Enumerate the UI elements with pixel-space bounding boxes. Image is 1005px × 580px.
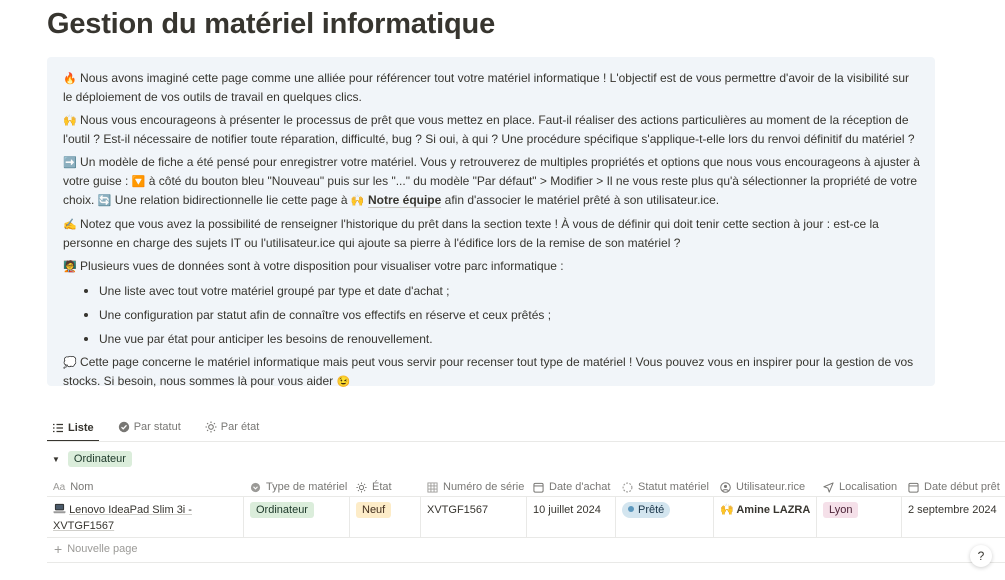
column-label: Type de matériel — [266, 481, 348, 493]
raised-hands-icon: 🙌 — [720, 504, 734, 516]
callout-text-3a: Un modèle de fiche a été pensé pour enregistrer votre matériel. Vous y retrouverez de multiples propriétés et options que nous vous encourageons à ajuster à votre guise : — [63, 155, 920, 188]
table-row-achat-cell[interactable]: 10 juillet 2024 — [533, 504, 601, 516]
page-title: Gestion du matériel informatique — [47, 8, 495, 40]
tab-label: Par état — [220, 421, 260, 433]
column-divider — [816, 497, 817, 538]
list-item: • Une vue par état pour anticiper les besoins de renouvellement. — [99, 329, 920, 348]
table-row-etat-cell[interactable] — [356, 502, 391, 518]
list-icon — [52, 422, 64, 434]
refresh-icon: 🔄 — [97, 195, 112, 207]
column-header-user[interactable] — [720, 478, 805, 496]
type-tag: Ordinateur — [250, 502, 314, 518]
thought-bubble-icon: 💭 — [63, 357, 77, 369]
callout-paragraph-5 — [63, 257, 920, 276]
column-header-debut[interactable] — [908, 478, 1000, 496]
text-type-icon: Aa — [53, 481, 66, 493]
column-header-serie[interactable] — [427, 478, 524, 496]
check-circle-icon — [118, 421, 130, 433]
callout-text-2: Nous vous encourageons à présenter le processus de prêt que vous mettez en place. Faut-il réaliser des actions particulières au moment de la réception de l'outil ? Est-il nécessaire de notifier toute réparation, difficulté, bug ? Si oui, à qui ? Une procédure spécifique s'applique-t-elle lors du renvoi définitif du matériel ? — [63, 113, 915, 146]
writing-hand-icon: ✍️ — [63, 219, 77, 231]
fire-icon: 🔥 — [63, 73, 77, 85]
person-icon — [720, 482, 731, 493]
column-label: Date d'achat — [549, 481, 611, 493]
table-row-debut-cell[interactable]: 2 septembre 2024 — [908, 504, 997, 516]
view-tabs — [47, 416, 264, 442]
column-divider — [349, 497, 350, 538]
callout-text-4: Notez que vous avez la possibilité de renseigner l'historique du prêt dans la section texte ! À vous de définir qui doit tenir cette section à jour : est-ce la personne en charge des sujets IT ou l'utilisateur.ice qui ajoute sa pierre à l'édifice lors de la remise de son matériel ? — [63, 217, 879, 250]
list-item: • Une liste avec tout votre matériel groupé par type et date d'achat ; — [99, 281, 920, 300]
column-divider — [901, 497, 902, 538]
column-header-localisation[interactable] — [823, 478, 897, 496]
group-header-ordinateur[interactable] — [52, 451, 132, 467]
tab-par-etat[interactable] — [200, 416, 265, 438]
status-dot-icon — [628, 506, 634, 512]
column-label: Date début prêt — [924, 481, 1000, 493]
arrow-right-icon: ➡️ — [63, 157, 77, 169]
info-callout — [47, 57, 935, 386]
new-page-button[interactable] — [54, 540, 138, 557]
location-arrow-icon — [823, 482, 834, 493]
plus-icon: + — [54, 540, 63, 557]
column-header-type[interactable] — [250, 478, 347, 496]
callout-text-1: Nous avons imaginé cette page comme une alliée pour référencer tout votre matériel informatique ! L'objectif est de vous permettre d'avoir de la visibilité sur le déploiement de vos outils de travail en quelques clics. — [63, 71, 910, 104]
status-label: Prêté — [638, 504, 665, 516]
callout-paragraph-6 — [63, 353, 920, 391]
sun-icon — [356, 482, 367, 493]
teacher-icon: 🧑‍🏫 — [63, 261, 77, 273]
callout-text-3c: Une relation bidirectionnelle lie cette page à — [114, 193, 348, 207]
callout-paragraph-3 — [63, 153, 920, 210]
column-label: Statut matériel — [638, 481, 709, 493]
views-list — [63, 281, 920, 348]
calendar-icon — [908, 482, 919, 493]
raised-hands-icon: 🙌 — [63, 115, 77, 127]
column-divider — [526, 497, 527, 538]
column-divider — [243, 497, 244, 538]
table-row-user-cell[interactable] — [720, 502, 810, 518]
select-icon — [250, 482, 261, 493]
column-label: Localisation — [839, 481, 898, 493]
callout-paragraph-4 — [63, 215, 920, 252]
list-item: • Une configuration par statut afin de connaître vos effectifs en réserve et ceux prêtés ; — [99, 305, 920, 324]
new-page-label: Nouvelle page — [67, 543, 138, 555]
grid-icon — [427, 482, 438, 493]
raised-hands-icon: 🙌 — [350, 195, 365, 207]
table-row-localisation-cell[interactable] — [823, 502, 858, 518]
etat-tag: Neuf — [356, 502, 391, 518]
table-row-statut-cell[interactable] — [622, 502, 670, 518]
tab-label: Liste — [68, 422, 94, 434]
tab-liste[interactable] — [47, 416, 99, 442]
column-header-statut[interactable] — [622, 478, 709, 496]
table-row-type-cell[interactable] — [250, 502, 314, 518]
row-divider — [47, 537, 1005, 538]
bottom-divider — [47, 562, 1005, 563]
help-icon: ? — [977, 549, 985, 563]
user-name[interactable]: Amine LAZRA — [736, 504, 811, 516]
callout-text-3d: afin d'associer le matériel prêté à son utilisateur.ice. — [444, 193, 720, 207]
column-label: État — [372, 481, 392, 493]
tab-par-statut[interactable] — [113, 416, 186, 438]
column-label: Nom — [70, 481, 94, 493]
row-title-line1[interactable]: Lenovo IdeaPad Slim 3i - — [69, 504, 192, 516]
down-button-icon: 🔽 — [131, 176, 146, 188]
callout-text-6: Cette page concerne le matériel informatique mais peut vous servir pour recenser tout type de matériel ! Vous pouvez vous en inspirer pour la gestion de vos stocks. Si besoin, nous sommes là pour vous aider — [63, 355, 914, 388]
tab-label: Par statut — [133, 421, 181, 433]
localisation-tag: Lyon — [823, 502, 858, 518]
wink-icon: 😉 — [336, 376, 351, 388]
column-divider — [420, 497, 421, 538]
status-badge — [622, 502, 670, 518]
column-header-nom[interactable] — [53, 478, 93, 496]
column-divider — [615, 497, 616, 538]
callout-text-3b: à côté du bouton bleu "Nouveau" puis sur les "..." du modèle "Par défaut" > Modifier > Il ne vous reste plus qu'à sélectionner la propriété de votre choix. — [63, 174, 918, 207]
column-header-etat[interactable] — [356, 478, 392, 496]
laptop-icon — [53, 503, 66, 514]
group-tag: Ordinateur — [68, 451, 132, 467]
row-title-line2[interactable]: XVTGF1567 — [53, 520, 115, 532]
column-label: Numéro de série — [443, 481, 525, 493]
sun-icon — [205, 421, 217, 433]
callout-text-5: Plusieurs vues de données sont à votre disposition pour visualiser votre parc informatique : — [80, 259, 564, 273]
calendar-icon — [533, 482, 544, 493]
callout-paragraph-1 — [63, 69, 920, 106]
column-label: Utilisateur.rice — [736, 481, 806, 493]
help-button[interactable] — [970, 545, 992, 567]
status-icon — [622, 482, 633, 493]
callout-paragraph-2 — [63, 111, 920, 148]
page-mention-notre-equipe[interactable]: Notre équipe — [367, 193, 442, 207]
column-header-achat[interactable] — [533, 478, 610, 496]
table-row-serie-cell[interactable]: XVTGF1567 — [427, 504, 489, 516]
table-row-name-cell[interactable] — [53, 502, 239, 534]
caret-down-icon[interactable]: ▼ — [52, 454, 60, 464]
column-divider — [713, 497, 714, 538]
tabs-divider — [47, 441, 1005, 442]
